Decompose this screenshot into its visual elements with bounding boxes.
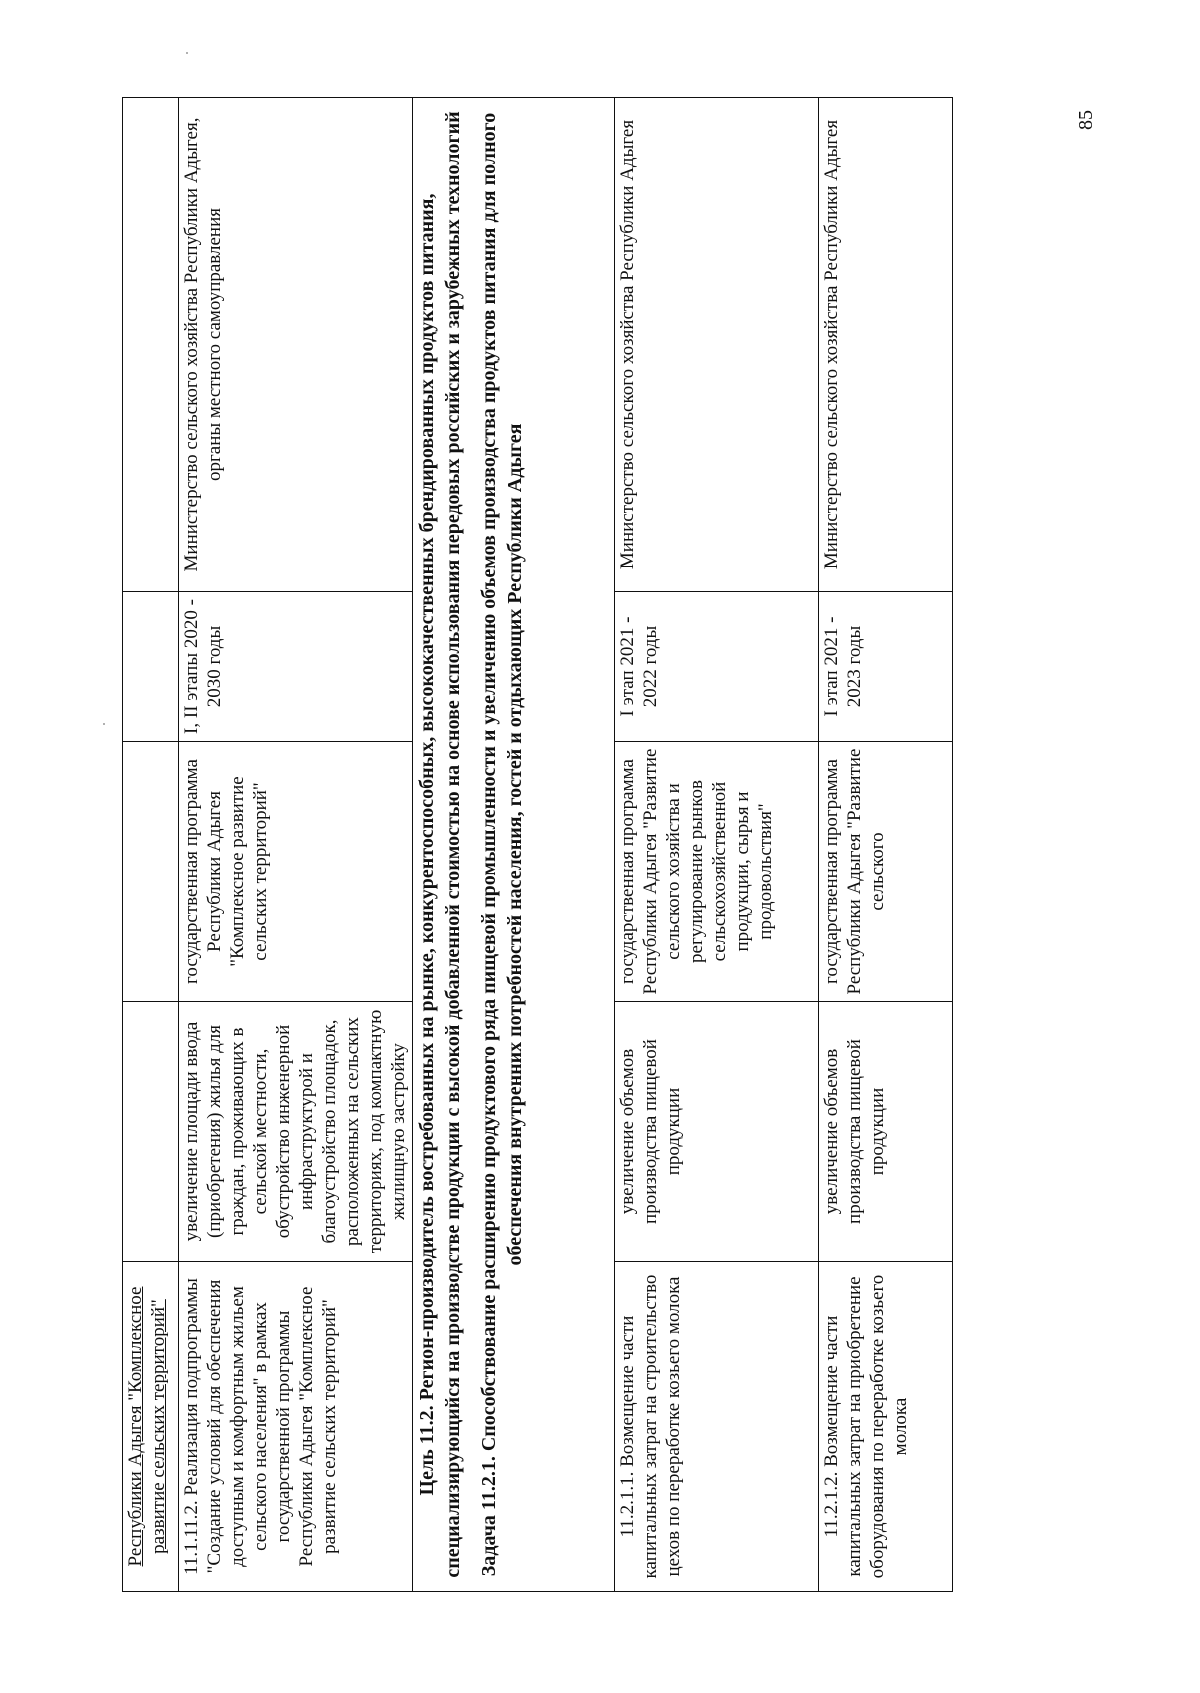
period-cell: I этап 2021 - 2023 годы (819, 592, 953, 742)
executor-cell: Министерство сельского хозяйства Республики Адыгея (819, 98, 953, 592)
period-cell (123, 592, 179, 742)
program-cell: государственная программа Республики Адыгея "Развитие сельского (819, 742, 953, 1002)
measure-cell: 11.2.1.1. Возмещение части капитальных затрат на строительство цехов по переработке козьего молока (615, 1262, 819, 1592)
measures-table (122, 97, 953, 1592)
table-row (819, 98, 953, 1592)
executor-cell: Министерство сельского хозяйства Республики Адыгея (615, 98, 819, 592)
period-cell: I этап 2021 - 2022 годы (615, 592, 819, 742)
task-heading: Задача 11.2.1. Способствование расширению продуктового ряда пищевой промышленности и увеличению объемов производства продуктов питания для полного обеспечения внутренних потребностей населения, гостей и отдыхающих Республики Адыгея (478, 112, 526, 1577)
scan-speck (103, 723, 105, 725)
result-cell (123, 1002, 179, 1262)
program-cell (123, 742, 179, 1002)
program-cell: государственная программа Республики Адыгея "Комплексное развитие сельских территорий" (179, 742, 413, 1002)
table-row (123, 98, 179, 1592)
scan-speck (186, 52, 188, 54)
executor-cell: Министерство сельского хозяйства Республики Адыгея, органы местного самоуправления (179, 98, 413, 592)
measure-cell: 11.2.1.2. Возмещение части капитальных затрат на приобретение оборудования по переработке козьего молока (819, 1262, 953, 1592)
measure-cell: Республики Адыгея "Комплексное развитие сельских территорий" (123, 1262, 179, 1592)
goal-heading: Цель 11.2. Регион-производитель востребованных на рынке, конкурентоспособных, высококачественных брендированных продуктов питания, специализирующийся на производстве продукции с высокой добавленной стоимостью на основе использования передовых российских и зарубежных технологий (416, 111, 464, 1578)
result-cell: увеличение объемов производства пищевой продукции (615, 1002, 819, 1262)
period-cell: I, II этапы 2020 - 2030 годы (179, 592, 413, 742)
measure-cell: 11.1.11.2. Реализация подпрограммы "Создание условий для обеспечения доступным и комфортным жильем сельского населения" в рамках государственной программы Республики Адыгея "Комплексное развитие сельских территорий" (179, 1262, 413, 1592)
table-row (179, 98, 413, 1592)
table-row (413, 98, 615, 1592)
table-row (615, 98, 819, 1592)
goal-task-cell (413, 98, 615, 1592)
result-cell: увеличение объемов производства пищевой продукции (819, 1002, 953, 1262)
result-cell: увеличение площади ввода (приобретения) жилья для граждан, проживающих в сельской местности, обустройство инженерной инфраструктурой и благоустройство площадок, расположенных на сельских территориях, под компактную жилищную застройку (179, 1002, 413, 1262)
executor-cell (123, 98, 179, 592)
page-number: 85 (1075, 110, 1097, 130)
document-sheet (122, 98, 1040, 1592)
program-cell: государственная программа Республики Адыгея "Развитие сельского хозяйства и регулирование рынков сельскохозяйственной продукции, сырья и продовольствия" (615, 742, 819, 1002)
